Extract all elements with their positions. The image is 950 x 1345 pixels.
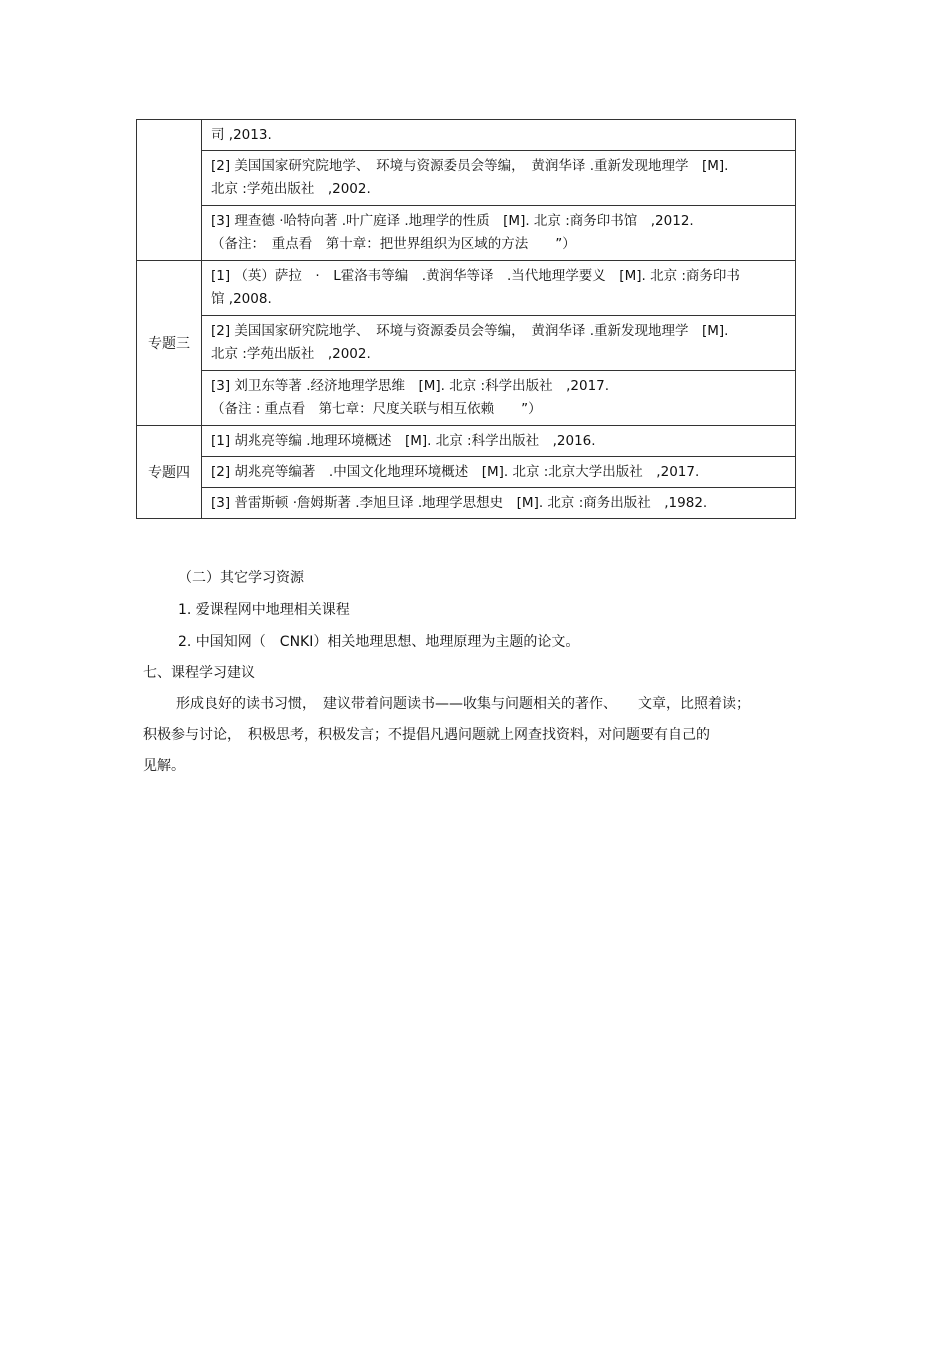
reference-entry bbox=[202, 120, 796, 151]
reference-line: 北京 :学苑出版社 ,2002. bbox=[211, 346, 371, 362]
reference-line: 北京 :学苑出版社 ,2002. bbox=[211, 181, 371, 197]
reference-entry bbox=[202, 261, 796, 316]
reference-line: [3] 理查德 ·哈特向著 .叶广庭译 .地理学的性质 [M]. 北京 :商务印书馆 ,2012. bbox=[211, 213, 694, 229]
topic-cell bbox=[137, 120, 202, 261]
table-row bbox=[137, 371, 796, 426]
table-row bbox=[137, 488, 796, 519]
table-row bbox=[137, 206, 796, 261]
paragraph-line: 见解。 bbox=[143, 758, 185, 774]
table-row bbox=[137, 151, 796, 206]
paragraph-line: 积极参与讨论， 积极思考，积极发言；不提倡凡遇问题就上网查找资料，对问题要有自己的 bbox=[143, 727, 710, 743]
other-resources-heading: （二）其它学习资源 bbox=[178, 570, 304, 586]
table-row bbox=[137, 457, 796, 488]
table-row bbox=[137, 120, 796, 151]
reference-line: [3] 刘卫东等著 .经济地理学思维 [M]. 北京 :科学出版社 ,2017. bbox=[211, 378, 610, 394]
reference-line: [2] 美国国家研究院地学、 环境与资源委员会等编， 黄润华译 .重新发现地理学 [M]. bbox=[211, 323, 729, 339]
reference-line: [1] （英）萨拉 · L霍洛韦等编 .黄润华等译 .当代地理学要义 [M]. 北京 :商务印书 bbox=[211, 268, 740, 284]
reference-entry bbox=[202, 206, 796, 261]
reference-entry bbox=[202, 371, 796, 426]
reference-entry bbox=[202, 426, 796, 457]
reference-line: [2] 胡兆亮等编著 .中国文化地理环境概述 [M]. 北京 :北京大学出版社 ,2017. bbox=[211, 464, 700, 480]
reference-line: [2] 美国国家研究院地学、 环境与资源委员会等编， 黄润华译 .重新发现地理学 [M]. bbox=[211, 158, 729, 174]
reference-line: [1] 胡兆亮等编 .地理环境概述 [M]. 北京 :科学出版社 ,2016. bbox=[211, 433, 596, 449]
table-row bbox=[137, 426, 796, 457]
topic-cell: 专题四 bbox=[137, 426, 202, 519]
reference-entry bbox=[202, 488, 796, 519]
table-row bbox=[137, 261, 796, 316]
section-heading: 七、课程学习建议 bbox=[143, 665, 255, 681]
other-resource-item: 1. 爱课程网中地理相关课程 bbox=[178, 602, 350, 618]
other-resource-item: 2. 中国知网（ CNKI）相关地理思想、地理原理为主题的论文。 bbox=[178, 634, 580, 650]
reference-entry bbox=[202, 316, 796, 371]
reference-line: （备注 : 重点看 第七章：尺度关联与相互依赖 ”） bbox=[211, 401, 542, 417]
reference-entry bbox=[202, 457, 796, 488]
topic-cell: 专题三 bbox=[137, 261, 202, 426]
paragraph-line: 形成良好的读书习惯， 建议带着问题读书——收集与问题相关的著作、 文章，比照着读； bbox=[176, 696, 750, 712]
reference-table bbox=[136, 119, 796, 519]
table-row bbox=[137, 316, 796, 371]
reference-line: 司 ,2013. bbox=[211, 127, 272, 143]
reference-line: 馆 ,2008. bbox=[211, 291, 272, 307]
reference-line: （备注： 重点看 第十章：把世界组织为区域的方法 ”） bbox=[211, 236, 576, 252]
reference-entry bbox=[202, 151, 796, 206]
reference-line: [3] 普雷斯顿 ·詹姆斯著 .李旭旦译 .地理学思想史 [M]. 北京 :商务出版社 ,1982. bbox=[211, 495, 708, 511]
